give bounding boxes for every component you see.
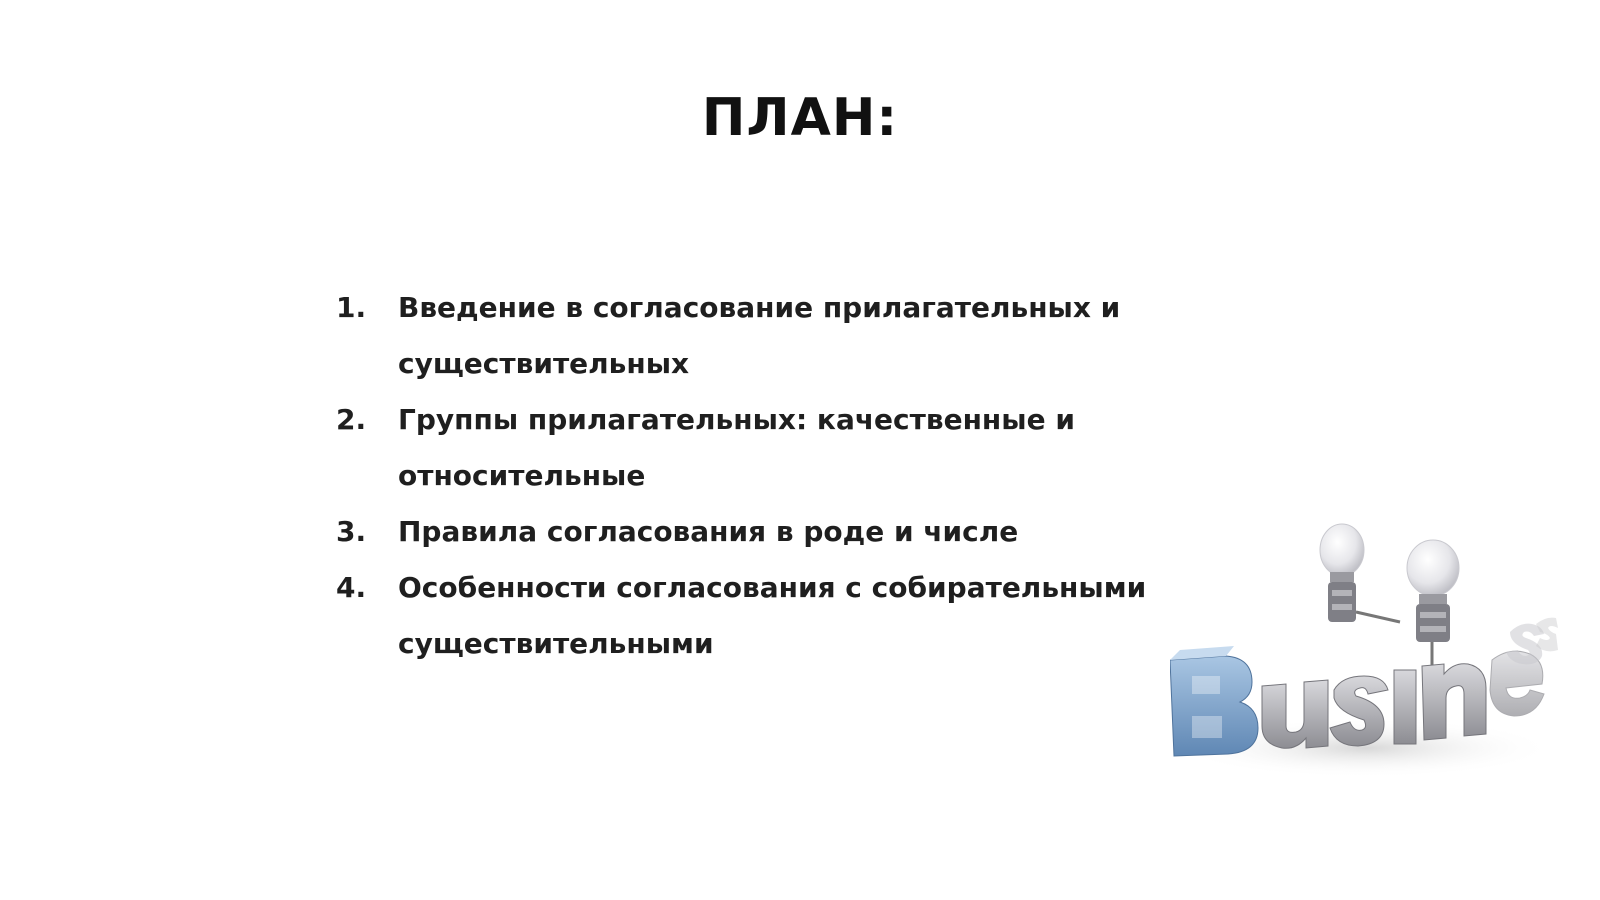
lightbulb-icon	[1320, 524, 1400, 622]
business-illustration	[1170, 520, 1560, 790]
list-item-number: 3.	[336, 515, 367, 548]
list-item	[336, 392, 1156, 504]
plan-list	[336, 280, 1156, 672]
slide-title: ПЛАН:	[701, 88, 899, 148]
list-item-text: Особенности согласования с собирательными существительными	[398, 571, 1147, 660]
list-item-text: Группы прилагательных: качественные и относительные	[398, 403, 1075, 492]
list-item-number: 1.	[336, 291, 367, 324]
list-item-number: 4.	[336, 571, 367, 604]
list-item	[336, 280, 1156, 392]
list-item	[336, 560, 1156, 672]
list-item-text: Правила согласования в роде и числе	[398, 515, 1019, 548]
list-item	[336, 504, 1156, 560]
list-item-number: 2.	[336, 403, 367, 436]
list-item-text: Введение в согласование прилагательных и существительных	[398, 291, 1121, 380]
